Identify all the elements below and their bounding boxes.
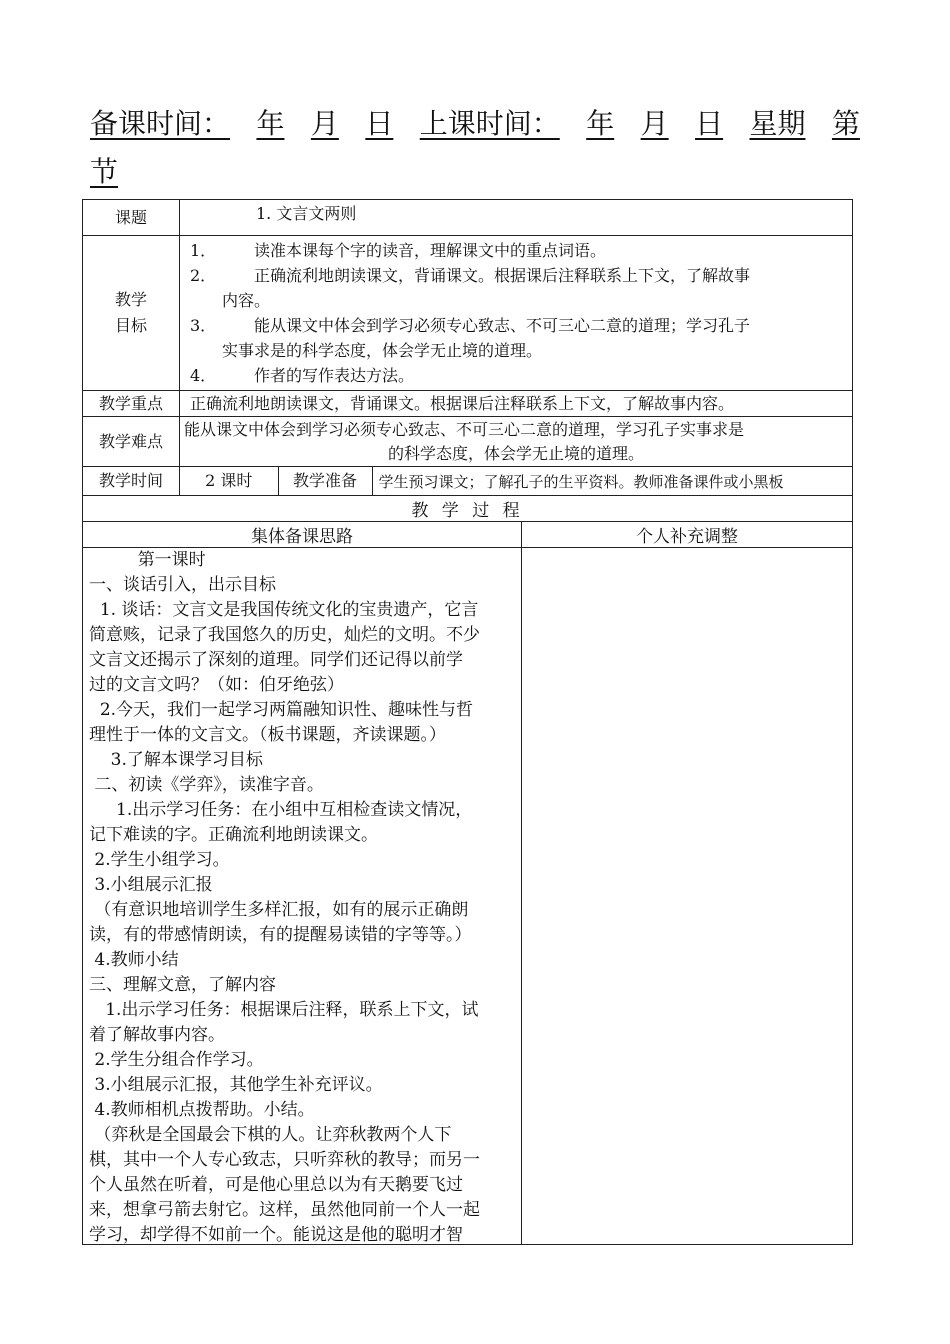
- plan-line: 记下难读的字。正确流利地朗读课文。: [89, 825, 378, 845]
- topic-value: 1. 文言文两则: [180, 200, 853, 236]
- plan-line: 1.出示学习任务：在小组中互相检查读文情况，: [89, 800, 473, 820]
- plan-line: 一、谈话引入，出示目标: [89, 575, 276, 595]
- class-time-label: 上课时间：: [419, 107, 560, 140]
- objective-item: 1． 读准本课每个字的读音，理解课文中的重点词语。: [190, 241, 607, 260]
- plan-line: 2.学生分组合作学习。: [89, 1050, 264, 1070]
- prep-value: 学生预习课文；了解孔子的生平资料。教师准备课件或小黑板: [372, 467, 852, 495]
- plan-line: 二、初读《学弈》，读准字音。: [89, 775, 324, 795]
- objectives-label: 教学目标: [83, 236, 180, 391]
- prep-label: 教学准备: [278, 467, 372, 495]
- time-label: 教学时间: [83, 467, 180, 496]
- plan-line: 过的文言文吗？（如：伯牙绝弦）: [89, 675, 344, 695]
- time-value: 2 课时: [205, 471, 253, 490]
- plan-line: 读，有的带感情朗读，有的提醒易读错的字等等。）: [89, 925, 472, 945]
- page-header: [90, 100, 860, 196]
- plan-line: 2.今天，我们一起学习两篇融知识性、趣味性与哲: [89, 700, 474, 720]
- lesson-plan-table: [82, 199, 853, 1245]
- plan-line: 1. 谈话：文言文是我国传统文化的宝贵遗产，它言: [89, 600, 479, 620]
- plan-line: 个人虽然在听着，可是他心里总以为有天鹅要飞过: [89, 1175, 463, 1195]
- process-title: 教 学 过 程: [83, 496, 853, 522]
- plan-line: 文言文还揭示了深刻的道理。同学们还记得以前学: [89, 650, 463, 670]
- plan-line: 学习，却学得不如前一个。能说这是他的聪明才智: [89, 1225, 463, 1244]
- collective-plan-content: [83, 548, 522, 1245]
- key-points-value: 正确流利地朗读课文，背诵课文。根据课后注释联系上下文，了解故事内容。: [180, 391, 853, 417]
- plan-line: 棋，其中一个人专心致志，只听弈秋的教导；而另一: [89, 1150, 480, 1170]
- plan-line: 第一课时: [89, 550, 206, 570]
- plan-line: （有意识地培训学生多样汇报，如有的展示正确朗: [89, 900, 469, 920]
- time-prep-row: [180, 467, 853, 496]
- objectives-list: [180, 236, 853, 391]
- weekday-label: 星期: [749, 107, 806, 140]
- plan-line: 3.小组展示汇报: [89, 875, 213, 895]
- class-day: 日: [695, 107, 724, 140]
- prep-time-label: 备课时间：: [90, 107, 231, 140]
- objective-item: 3． 能从课文中体会到学习必须专心致志、不可三心二意的道理；学习孔子: [190, 316, 751, 335]
- plan-line: 3.了解本课学习目标: [89, 750, 263, 770]
- period-suffix: 节: [90, 155, 119, 188]
- plan-line: 4.教师小结: [89, 950, 179, 970]
- difficulty-label: 教学难点: [83, 417, 180, 467]
- prep-day: 日: [365, 107, 394, 140]
- class-month: 月: [640, 107, 669, 140]
- objective-item: 4． 作者的写作表达方法。: [190, 366, 415, 385]
- collective-plan-header: 集体备课思路: [83, 522, 522, 548]
- key-points-label: 教学重点: [83, 391, 180, 417]
- objective-continuation: 内容。: [222, 291, 271, 310]
- plan-line: 2.学生小组学习。: [89, 850, 230, 870]
- prep-year: 年: [256, 107, 285, 140]
- plan-line: 4.教师相机点拨帮助。小结。: [89, 1100, 315, 1120]
- difficulty-value: 能从课文中体会到学习必须专心致志、不可三心二意的道理，学习孔子实事求是 的科学态度，体会学无止境的道理。: [180, 417, 853, 467]
- plan-line: 理性于一体的文言文。（板书课题，齐读课题。）: [89, 725, 446, 745]
- topic-label: 课题: [83, 200, 180, 236]
- plan-line: 着了解故事内容。: [89, 1025, 225, 1045]
- class-year: 年: [586, 107, 615, 140]
- plan-line: 来，想拿弓箭去射它。这样，虽然他同前一个人一起: [89, 1200, 480, 1220]
- period-label: 第: [831, 107, 860, 140]
- personal-adjust-header: 个人补充调整: [522, 522, 853, 548]
- prep-month: 月: [310, 107, 339, 140]
- objective-continuation: 实事求是的科学态度，体会学无止境的道理。: [222, 341, 543, 360]
- personal-adjust-content: [522, 548, 853, 1245]
- objective-item: 2． 正确流利地朗读课文，背诵课文。根据课后注释联系上下文，了解故事: [190, 266, 751, 285]
- schedule-line: [90, 100, 860, 148]
- plan-line: 1.出示学习任务：根据课后注释，联系上下文，试: [89, 1000, 479, 1020]
- plan-line: （弈秋是全国最会下棋的人。让弈秋教两个人下: [89, 1125, 452, 1145]
- plan-line: 简意赅，记录了我国悠久的历史，灿烂的文明。不少: [89, 625, 480, 645]
- plan-line: 3.小组展示汇报，其他学生补充评议。: [89, 1075, 383, 1095]
- plan-line: 三、理解文意，了解内容: [89, 975, 276, 995]
